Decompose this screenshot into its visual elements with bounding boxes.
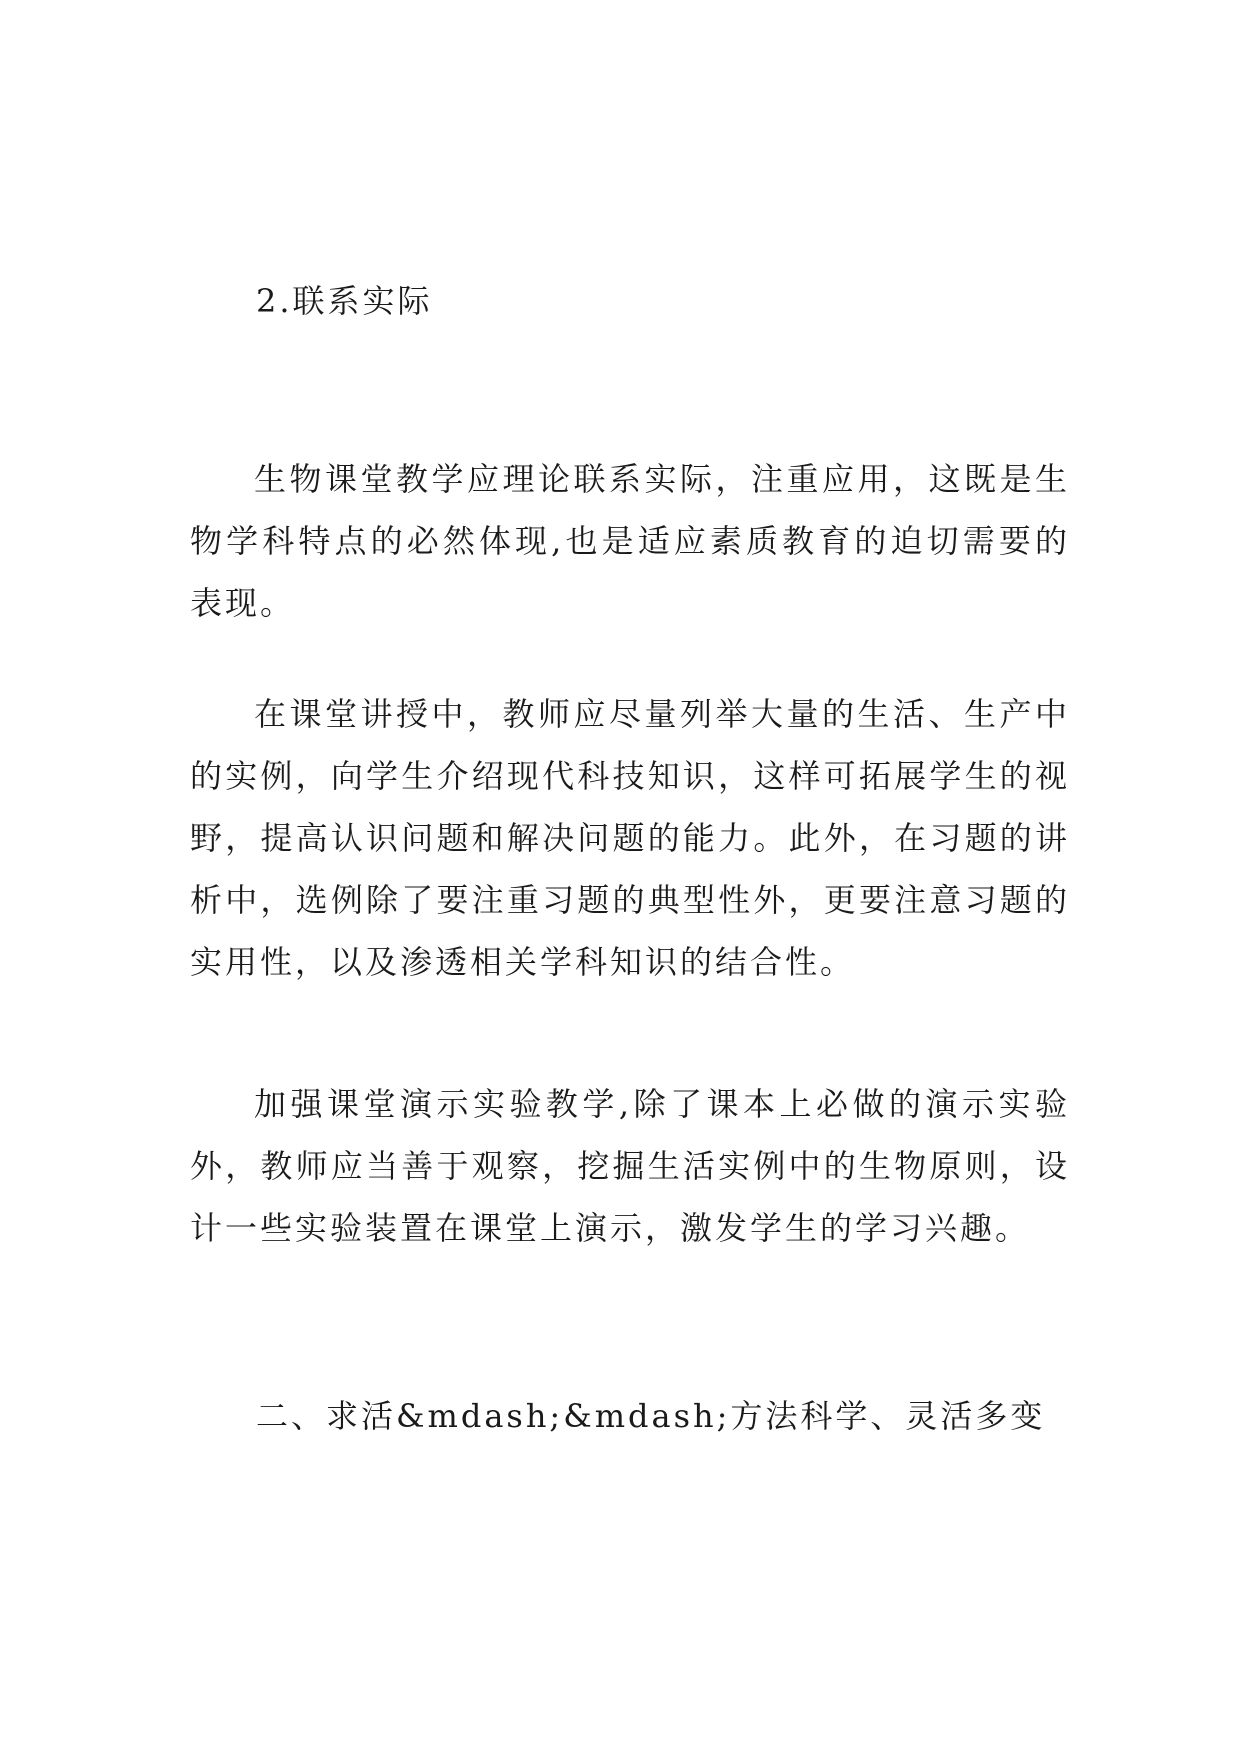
- paragraph: 加强课堂演示实验教学,除了课本上必做的演示实验外，教师应当善于观察，挖掘生活实例中的生物原则，设计一些实验装置在课堂上演示，激发学生的学习兴趣。: [190, 1085, 1070, 1247]
- section-heading: 2.联系实际: [256, 282, 433, 320]
- section-heading-2: 二、求活&mdash;&mdash;方法科学、灵活多变: [256, 1397, 1046, 1435]
- paragraph: 在课堂讲授中，教师应尽量列举大量的生活、生产中的实例，向学生介绍现代科技知识，这样可拓展学生的视野，提高认识问题和解决问题的能力。此外，在习题的讲析中，选例除了要注重习题的典型性外，更要注意习题的实用性，以及渗透相关学科知识的结合性。: [190, 695, 1070, 981]
- paragraph: 生物课堂教学应理论联系实际，注重应用，这既是生物学科特点的必然体现,也是适应素质教育的迫切需要的表现。: [190, 460, 1070, 622]
